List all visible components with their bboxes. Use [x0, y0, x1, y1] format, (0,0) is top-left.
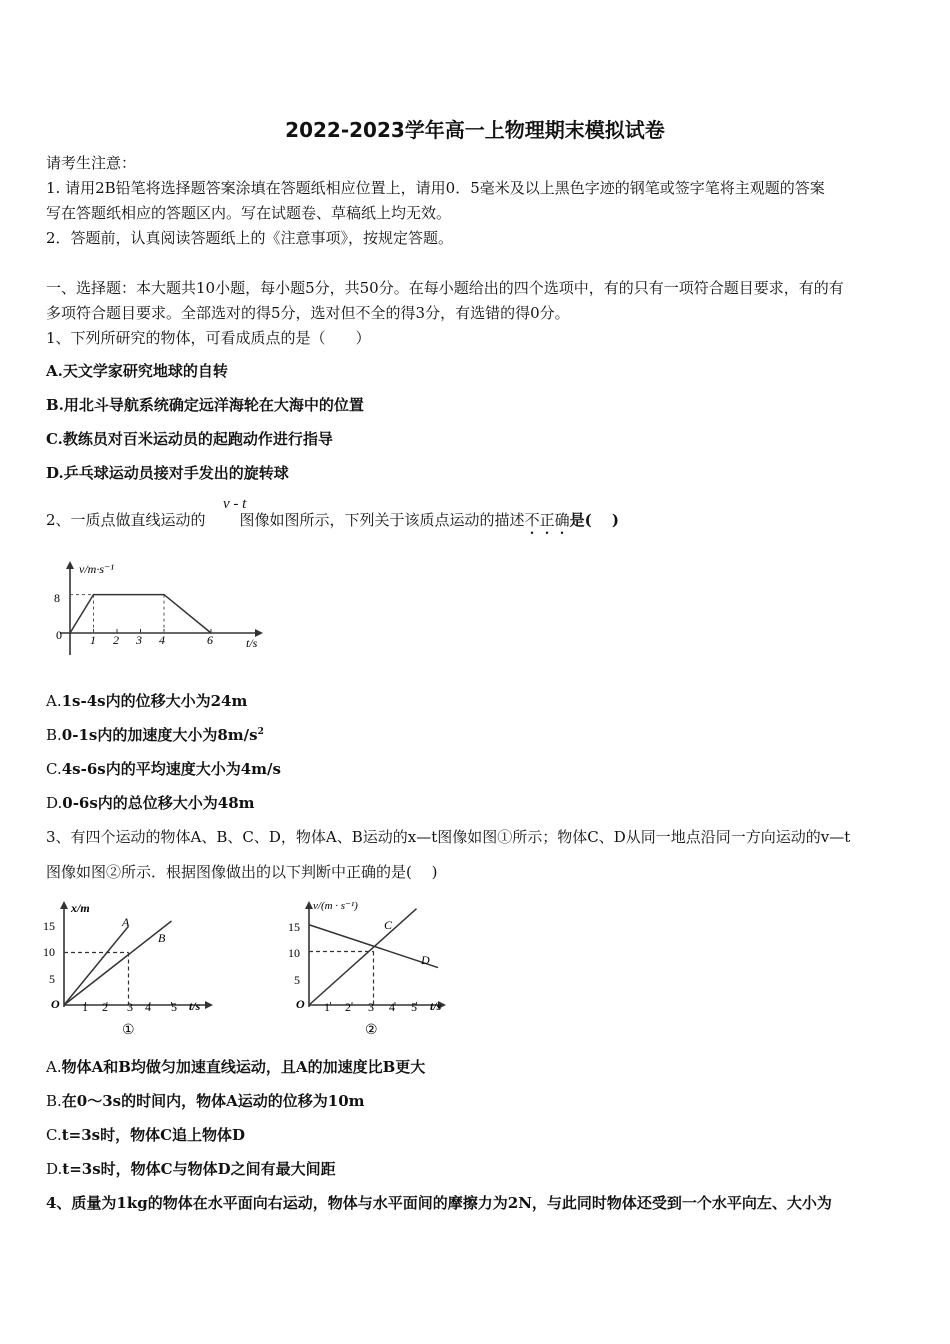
q3f1-y-arrow: [60, 901, 68, 909]
q3f2-y-arrow: [305, 901, 313, 909]
q3f1-x-tick-3: 3: [127, 1000, 133, 1014]
q3-option-b-text: 在0～3s的时间内，物体A运动的位移为10m: [61, 1092, 365, 1110]
q2-option-b-superscript: 2: [257, 727, 264, 737]
q4-stem-line-1: 4、质量为1kg的物体在水平面向右运动，物体与水平面间的摩擦力为2N，与此同时物体还受到一个水平向左、大小为: [46, 1194, 832, 1212]
q3f1-y-tick-10: 10: [43, 945, 55, 959]
q3f1-series-b-label: B: [158, 931, 166, 945]
q3-stem-line-2: 图像如图②所示．根据图像做出的以下判断中正确的是( ): [46, 863, 438, 881]
q3-option-a: [46, 1056, 425, 1077]
q1-option-d: D.乒乓球运动员接对手发出的旋转球: [46, 464, 289, 482]
page-title: 2022-2023学年高一上物理期末模拟试卷: [285, 118, 665, 142]
q2-vt-symbol: v - t: [223, 496, 247, 512]
section-1-line-2: 多项符合题目要求。全部选对的得5分，选对但不全的得3分，有选错的得0分。: [46, 304, 570, 322]
q3f2-y-tick-10: 10: [288, 946, 300, 960]
q2-x-tick-3: 3: [136, 633, 142, 647]
q2-option-c: [46, 758, 281, 779]
q3-stem-line-1: 3、有四个运动的物体A、B、C、D，物体A、B运动的x—t图像如图①所示；物体C、D从同一地点沿同一方向运动的v—t: [46, 828, 851, 846]
q2-x-tick-1: 1: [90, 633, 96, 647]
q3-option-c-text: t=3s时，物体C追上物体D: [61, 1126, 246, 1144]
q3f2-caption: ②: [365, 1023, 378, 1038]
q2-y-tick-8: 8: [54, 591, 60, 605]
q2-stem: [46, 509, 619, 538]
q2-option-d-text: 0-6s内的总位移大小为48m: [62, 794, 255, 812]
notice-item-2: 2．答题前，认真阅读答题纸上的《注意事项》，按规定答题。: [46, 229, 454, 247]
q2-x-tick-6: 6: [207, 633, 213, 647]
q3f1-y-tick-5: 5: [49, 972, 55, 986]
q2-option-a-text: 1s-4s内的位移大小为24m: [61, 692, 248, 710]
q2-x-tick-2: 2: [113, 633, 119, 647]
q2-option-a-label: A.: [46, 692, 62, 710]
q3f2-x-tick-1: 1: [324, 1000, 330, 1014]
q3f2-series-c-label: C: [384, 918, 393, 932]
q2-option-b-text: 0-1s内的加速度大小为8m/s: [61, 726, 258, 744]
q3f2-origin-label: O: [296, 997, 305, 1011]
q3f1-y-tick-15: 15: [43, 919, 55, 933]
q3f2-x-tick-5: 5: [411, 1000, 417, 1014]
q3-option-d-label: D.: [46, 1160, 63, 1178]
q3f1-caption: ①: [122, 1023, 135, 1038]
q1-stem: 1、下列所研究的物体，可看成质点的是（ ）: [46, 329, 371, 347]
q1-option-b: B.用北斗导航系统确定远洋海轮在大海中的位置: [46, 396, 364, 414]
q3f2-x-tick-2: 2: [345, 1000, 351, 1014]
section-1-line-1: 一、选择题：本大题共10小题，每小题5分，共50分。在每小题给出的四个选项中，有的只有一项符合题目要求，有的有: [46, 279, 844, 297]
q3-option-d-text: t=3s时，物体C与物体D之间有最大间距: [62, 1160, 336, 1178]
q3f2-y-tick-15: 15: [288, 920, 300, 934]
q3-option-a-text: 物体A和B均做匀加速直线运动，且A的加速度比B更大: [61, 1058, 426, 1076]
q3f1-x-tick-1: 1: [82, 1000, 88, 1014]
q2-option-a: [46, 690, 247, 711]
q2-y-arrow: [66, 561, 74, 569]
notice-item-1-line-1: 1. 请用2B铅笔将选择题答案涂填在答题纸相应位置上，请用0．5毫米及以上黑色字迹的钢笔或签字笔将主观题的答案: [46, 179, 825, 197]
q1-option-a: A.天文学家研究地球的自转: [46, 362, 228, 380]
q1-option-c: C.教练员对百米运动员的起跑动作进行指导: [46, 430, 333, 448]
vt-chart-q2: [50, 555, 280, 660]
q3-option-c: [46, 1124, 245, 1145]
q3f1-x-tick-5: 5: [171, 1000, 177, 1014]
q3-option-b: [46, 1090, 365, 1111]
q2-option-d-label: D.: [46, 794, 63, 812]
q3f1-origin-label: O: [51, 997, 60, 1011]
q2-stem-emphasis: 不正确: [524, 511, 570, 529]
q2-ylabel: v/m·s⁻¹: [79, 562, 114, 576]
q3-option-a-label: A.: [46, 1058, 62, 1076]
q2-option-d: [46, 792, 255, 813]
q2-origin-label: 0: [56, 628, 62, 642]
q3-option-d: [46, 1158, 336, 1179]
q2-x-tick-4: 4: [159, 633, 165, 647]
q3f2-series-d-label: D: [421, 953, 430, 967]
q3f2-y-tick-5: 5: [294, 973, 300, 987]
q3-option-b-label: B.: [46, 1092, 62, 1110]
vt-chart-q3-figure-2: [285, 895, 465, 1040]
q3f1-ylabel: x/m: [71, 901, 90, 915]
q3f1-x-tick-2: 2: [102, 1000, 108, 1014]
q3f1-series-a-line: [64, 926, 129, 1005]
q2-xlabel: t/s: [246, 636, 258, 650]
q2-option-c-label: C.: [46, 760, 62, 778]
q2-stem-pre: 2、一质点做直线运动的: [46, 511, 206, 529]
q2-option-c-text: 4s-6s内的平均速度大小为4m/s: [61, 760, 281, 778]
q3f2-x-tick-3: 3: [368, 1000, 374, 1014]
q3f1-x-tick-4: 4: [145, 1000, 151, 1014]
q3f1-x-arrow: [205, 1001, 213, 1009]
notice-heading: 请考生注意：: [46, 154, 137, 172]
q3f2-series-c-line: [309, 909, 417, 1005]
q2-stem-post: 是( ): [569, 511, 619, 529]
q3f2-ylabel: v/(m · s⁻¹): [313, 900, 358, 912]
notice-item-1-line-2: 写在答题纸相应的答题区内。写在试题卷、草稿纸上均无效。: [46, 204, 452, 222]
q2-option-b-label: B.: [46, 726, 62, 744]
q3f2-x-tick-4: 4: [389, 1000, 395, 1014]
q3f1-xlabel: t/s: [189, 999, 201, 1013]
q2-stem-mid: 图像如图所示，下列关于该质点运动的描述: [239, 511, 525, 529]
q2-option-b: [46, 724, 264, 745]
q3f1-series-b-line: [64, 921, 172, 1005]
q3-option-c-label: C.: [46, 1126, 62, 1144]
xt-chart-q3-figure-1: [40, 895, 220, 1040]
q2-velocity-line: [70, 595, 211, 633]
q3f2-xlabel: t/s: [430, 999, 442, 1013]
q3f1-series-a-label: A: [122, 915, 130, 929]
